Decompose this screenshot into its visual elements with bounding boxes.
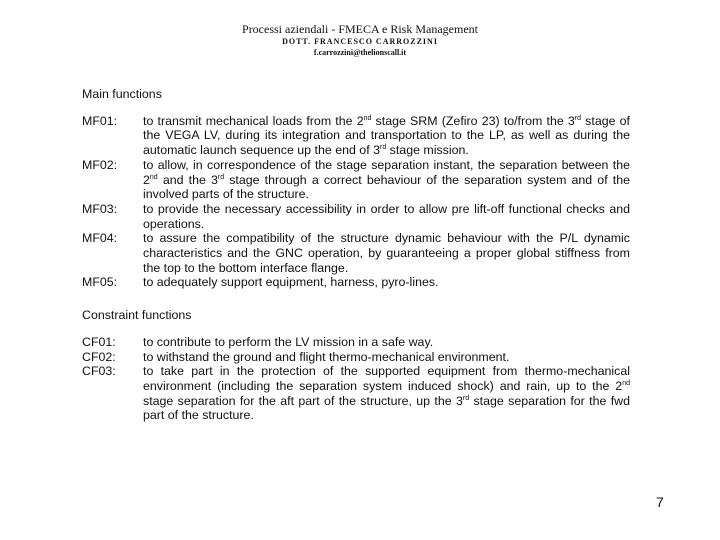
description-text: stage SRM (Zefiro 23) to/from the 3 — [371, 113, 575, 128]
description-text: and the 3 — [157, 172, 218, 187]
description-text: stage through a correct behaviour of the separation system and of the involved parts of the structure. — [143, 172, 630, 202]
function-code: MF01: — [82, 113, 118, 128]
function-description — [143, 202, 630, 231]
author-email: f.carrozzini@thelionscall.it — [313, 48, 407, 57]
function-description — [143, 350, 630, 365]
ordinal-suffix: rd — [379, 143, 387, 151]
function-row — [82, 114, 630, 158]
constraint-functions-heading: Constraint functions — [82, 308, 192, 323]
description-text: to allow, in correspondence of the stage separation instant, the separation between the 2 — [143, 157, 630, 187]
description-text: to adequately support equipment, harness, pyro-lines. — [143, 275, 439, 290]
function-code: MF04: — [82, 231, 118, 246]
ordinal-suffix: nd — [149, 173, 158, 181]
function-row — [82, 335, 630, 350]
description-text: stage separation for the fwd part of the structure. — [143, 393, 630, 423]
description-text: to take part in the protection of the supported equipment from thermo-mechanical environment (including the separation system induced shock) and rain, up to the 2 — [143, 364, 630, 393]
description-text: stage of the VEGA LV, during its integration and transportation to the LP, as well as during the automatic launch sequence up the end of 3 — [143, 113, 630, 158]
slide-title: Processi aziendali - FMECA e Risk Management — [242, 22, 478, 36]
constraint-functions-list — [82, 335, 630, 423]
function-code: MF02: — [82, 157, 118, 172]
function-row — [82, 275, 630, 290]
description-text: to withstand the ground and flight thermo-mechanical environment. — [143, 349, 510, 364]
ordinal-suffix: rd — [574, 114, 582, 122]
ordinal-suffix: rd — [462, 394, 470, 402]
function-description — [143, 364, 630, 423]
description-text: stage mission. — [386, 143, 469, 158]
description-text: to assure the compatibility of the structure dynamic behaviour with the P/L dynamic characteristics and the GNC operation, by guaranteeing a proper global stiffness from the top to the bottom interface flange. — [143, 231, 630, 275]
function-code: MF03: — [82, 201, 118, 216]
function-description — [143, 114, 630, 158]
ordinal-suffix: nd — [363, 114, 372, 122]
function-code: CF03: — [82, 364, 116, 379]
function-row — [82, 202, 630, 231]
function-row — [82, 158, 630, 202]
description-text: to contribute to perform the LV mission in a safe way. — [143, 334, 434, 349]
function-row — [82, 364, 630, 423]
main-functions-heading: Main functions — [82, 87, 162, 101]
function-code: CF01: — [82, 334, 116, 349]
functions-content — [82, 87, 630, 423]
description-text: to transmit mechanical loads from the 2 — [143, 113, 364, 128]
function-description — [143, 231, 630, 275]
function-description — [143, 275, 630, 290]
function-description — [143, 158, 630, 202]
function-code: MF05: — [82, 275, 118, 290]
main-functions-list — [82, 114, 630, 290]
function-row — [82, 350, 630, 365]
page-number: 7 — [656, 494, 664, 510]
function-row — [82, 231, 630, 275]
ordinal-suffix: nd — [622, 379, 630, 387]
ordinal-suffix: rd — [217, 173, 225, 181]
function-description — [143, 335, 630, 350]
description-text: stage separation for the aft part of the structure, up the 3 — [143, 393, 463, 408]
description-text: to provide the necessary accessibility in order to allow pre lift-off functional checks and operations. — [143, 201, 630, 231]
author-name: DOTT. FRANCESCO CARROZZINI — [282, 37, 438, 46]
function-code: CF02: — [82, 349, 116, 364]
